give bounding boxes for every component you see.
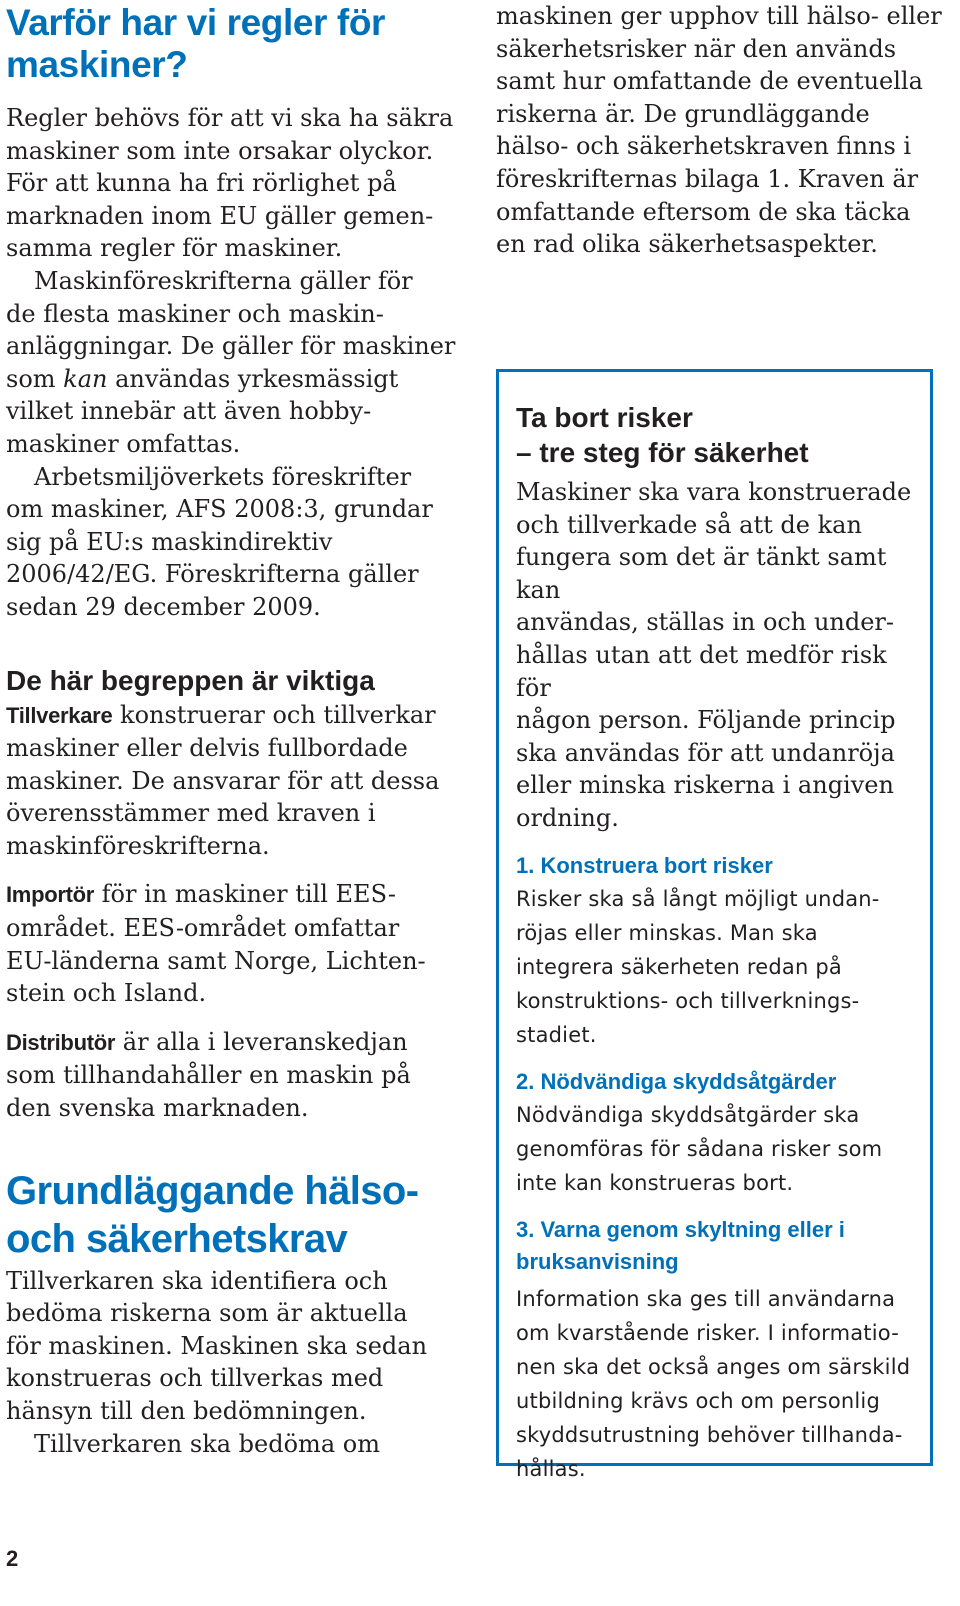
text-line: överensstämmer med kraven i (6, 799, 376, 828)
text-line: samma regler för maskiner. (6, 234, 343, 263)
text-line: För att kunna ha fri rörlighet på (6, 169, 397, 198)
text-line: användas, ställas in och under- (516, 608, 895, 637)
text-line: maskinföreskrifterna. (6, 831, 270, 860)
step-3 (516, 1214, 916, 1486)
text-line: maskiner. De ansvarar för att dessa (6, 766, 440, 795)
text-line: maskinen ger upphov till hälso- eller (496, 2, 942, 30)
text-line: hållas. (516, 1456, 586, 1481)
text-line (6, 699, 476, 733)
step-2 (516, 1066, 916, 1200)
text-line (6, 1026, 476, 1060)
text-line: någon person. Följande princip (516, 706, 896, 735)
requirements-paragraph-1 (6, 1265, 476, 1428)
intro-paragraph-1 (6, 102, 476, 265)
text-line: hänsyn till den bedömningen. (6, 1397, 367, 1425)
text-line: eller minska riskerna i angiven (516, 771, 894, 800)
text-line: Tillverkaren ska identifiera och (6, 1266, 388, 1295)
page-number: 2 (6, 1546, 19, 1571)
text-line: Information ska ges till användarna (516, 1286, 896, 1311)
text-line: Regler behövs för att vi ska ha säkra (6, 104, 454, 132)
text-line: för maskinen. Maskinen ska sedan (6, 1331, 428, 1360)
term-distributor: Distributör (6, 1029, 116, 1055)
requirements-paragraph-2-start: Tillverkaren ska bedöma om (34, 1429, 380, 1458)
text-fragment: är alla i leveranskedjan (115, 1027, 408, 1056)
text-line: de flesta maskiner och maskin- (6, 299, 384, 328)
text-line: om maskiner, AFS 2008:3, grundar (6, 495, 433, 524)
text-fragment: användas yrkesmässigt (107, 364, 399, 393)
box-title-line: – tre steg för säkerhet (516, 437, 809, 468)
text-line: anläggningar. De gäller för maskiner (6, 332, 456, 361)
text-line: föreskrifternas bilaga 1. Kraven är (496, 164, 919, 193)
requirements-paragraph-2-continued (496, 0, 946, 261)
text-line: ska användas för att undanröja (516, 738, 895, 767)
text-line: genomföras för sådana risker som (516, 1136, 883, 1161)
text-line: säkerhetsrisker när den används (496, 34, 897, 63)
text-line: samt hur omfattande de eventuella (496, 67, 923, 96)
text-line: 2006/42/EG. Föreskrifterna gäller (6, 560, 419, 589)
text-line: maskiner omfattas. (6, 429, 241, 458)
text-line: marknaden inom EU gäller gemen- (6, 201, 434, 230)
heading-line: bruksanvisning (516, 1248, 679, 1274)
text-line: riskerna är. De grundläggande (496, 99, 870, 128)
text-line: en rad olika säkerhetsaspekter. (496, 230, 878, 259)
text-line (6, 878, 476, 912)
intro-heading-line: maskiner? (6, 44, 188, 85)
step-2-text (516, 1098, 916, 1200)
concept-distributor (6, 1026, 476, 1125)
text-line: röjas eller minskas. Man ska (516, 920, 818, 945)
text-line: inte kan konstrueras bort. (516, 1170, 794, 1195)
text-line: området. EES-området omfattar (6, 914, 400, 943)
text-line: Risker ska så långt möjligt undan- (516, 886, 880, 911)
text-line: Arbetsmiljöverkets föreskrifter (34, 462, 412, 491)
text-line: om kvarstående risker. I informatio- (516, 1320, 899, 1345)
text-line: utbildning krävs och om personlig (516, 1388, 880, 1413)
step-1-heading: 1. Konstruera bort risker (516, 852, 773, 878)
text-line: stadiet. (516, 1022, 597, 1047)
risk-removal-box (496, 369, 933, 1481)
text-line: hälso- och säkerhetskraven finns i (496, 132, 912, 161)
emphasis-kan: kan (63, 364, 108, 393)
concepts-heading: De här begreppen är viktiga (6, 664, 375, 696)
text-line: Nödvändiga skyddsåtgärder ska (516, 1102, 860, 1127)
step-1-text (516, 882, 916, 1052)
text-fragment: som (6, 364, 64, 393)
text-line: den svenska marknaden. (6, 1094, 309, 1123)
text-line: maskiner eller delvis fullbordade (6, 734, 408, 763)
text-line: maskiner som inte orsakar olyckor. (6, 136, 434, 165)
intro-heading (6, 2, 476, 86)
requirements-heading (6, 1167, 476, 1263)
left-column (6, 0, 476, 1460)
intro-paragraph-2 (6, 265, 476, 461)
heading-line: och säkerhetskrav (6, 1216, 348, 1261)
term-importor: Importör (6, 882, 95, 908)
text-line: konstruktions- och tillverknings- (516, 988, 860, 1013)
intro-paragraph-3 (6, 461, 476, 624)
text-line: Maskiner ska vara konstruerade (516, 478, 912, 506)
right-column (496, 0, 946, 261)
box-title (516, 400, 916, 470)
text-line: sig på EU:s maskindirektiv (6, 527, 333, 556)
heading-line: Grundläggande hälso- (6, 1168, 419, 1213)
text-line: sedan 29 december 2009. (6, 592, 321, 621)
text-line: fungera som det är tänkt samt kan (516, 543, 887, 604)
step-1 (516, 850, 916, 1052)
text-line: och tillverkade så att de kan (516, 510, 862, 539)
term-tillverkare: Tillverkare (6, 702, 113, 728)
step-3-heading (516, 1214, 916, 1278)
concept-importor (6, 878, 476, 1009)
text-line (6, 363, 476, 396)
text-fragment: för in maskiner till EES- (94, 880, 397, 909)
intro-heading-line: Varför har vi regler för (6, 2, 386, 43)
box-intro (516, 476, 916, 835)
text-line: Maskinföreskrifterna gäller för (34, 266, 413, 295)
text-line: integrera säkerheten redan på (516, 954, 842, 979)
text-line: nen ska det också anges om särskild (516, 1354, 911, 1379)
text-line: som tillhandahåller en maskin på (6, 1061, 411, 1090)
text-line: EU-länderna samt Norge, Lichten- (6, 946, 426, 975)
text-line: skyddsutrustning behöver tillhanda- (516, 1422, 903, 1447)
text-line: hållas utan att det medför risk för (516, 640, 887, 702)
text-line: vilket innebär att även hobby- (6, 397, 372, 426)
text-fragment: konstruerar och tillverkar (112, 700, 436, 729)
heading-line: 3. Varna genom skyltning eller i (516, 1216, 845, 1242)
text-line: bedöma riskerna som är aktuella (6, 1299, 408, 1328)
step-2-heading: 2. Nödvändiga skyddsåtgärder (516, 1068, 837, 1094)
text-line: stein och Island. (6, 979, 207, 1008)
concept-tillverkare (6, 699, 476, 863)
text-line: omfattande eftersom de ska täcka (496, 197, 911, 226)
text-line: konstrueras och tillverkas med (6, 1364, 384, 1393)
text-line: ordning. (516, 803, 619, 832)
step-3-text (516, 1282, 916, 1486)
box-title-line: Ta bort risker (516, 402, 693, 433)
